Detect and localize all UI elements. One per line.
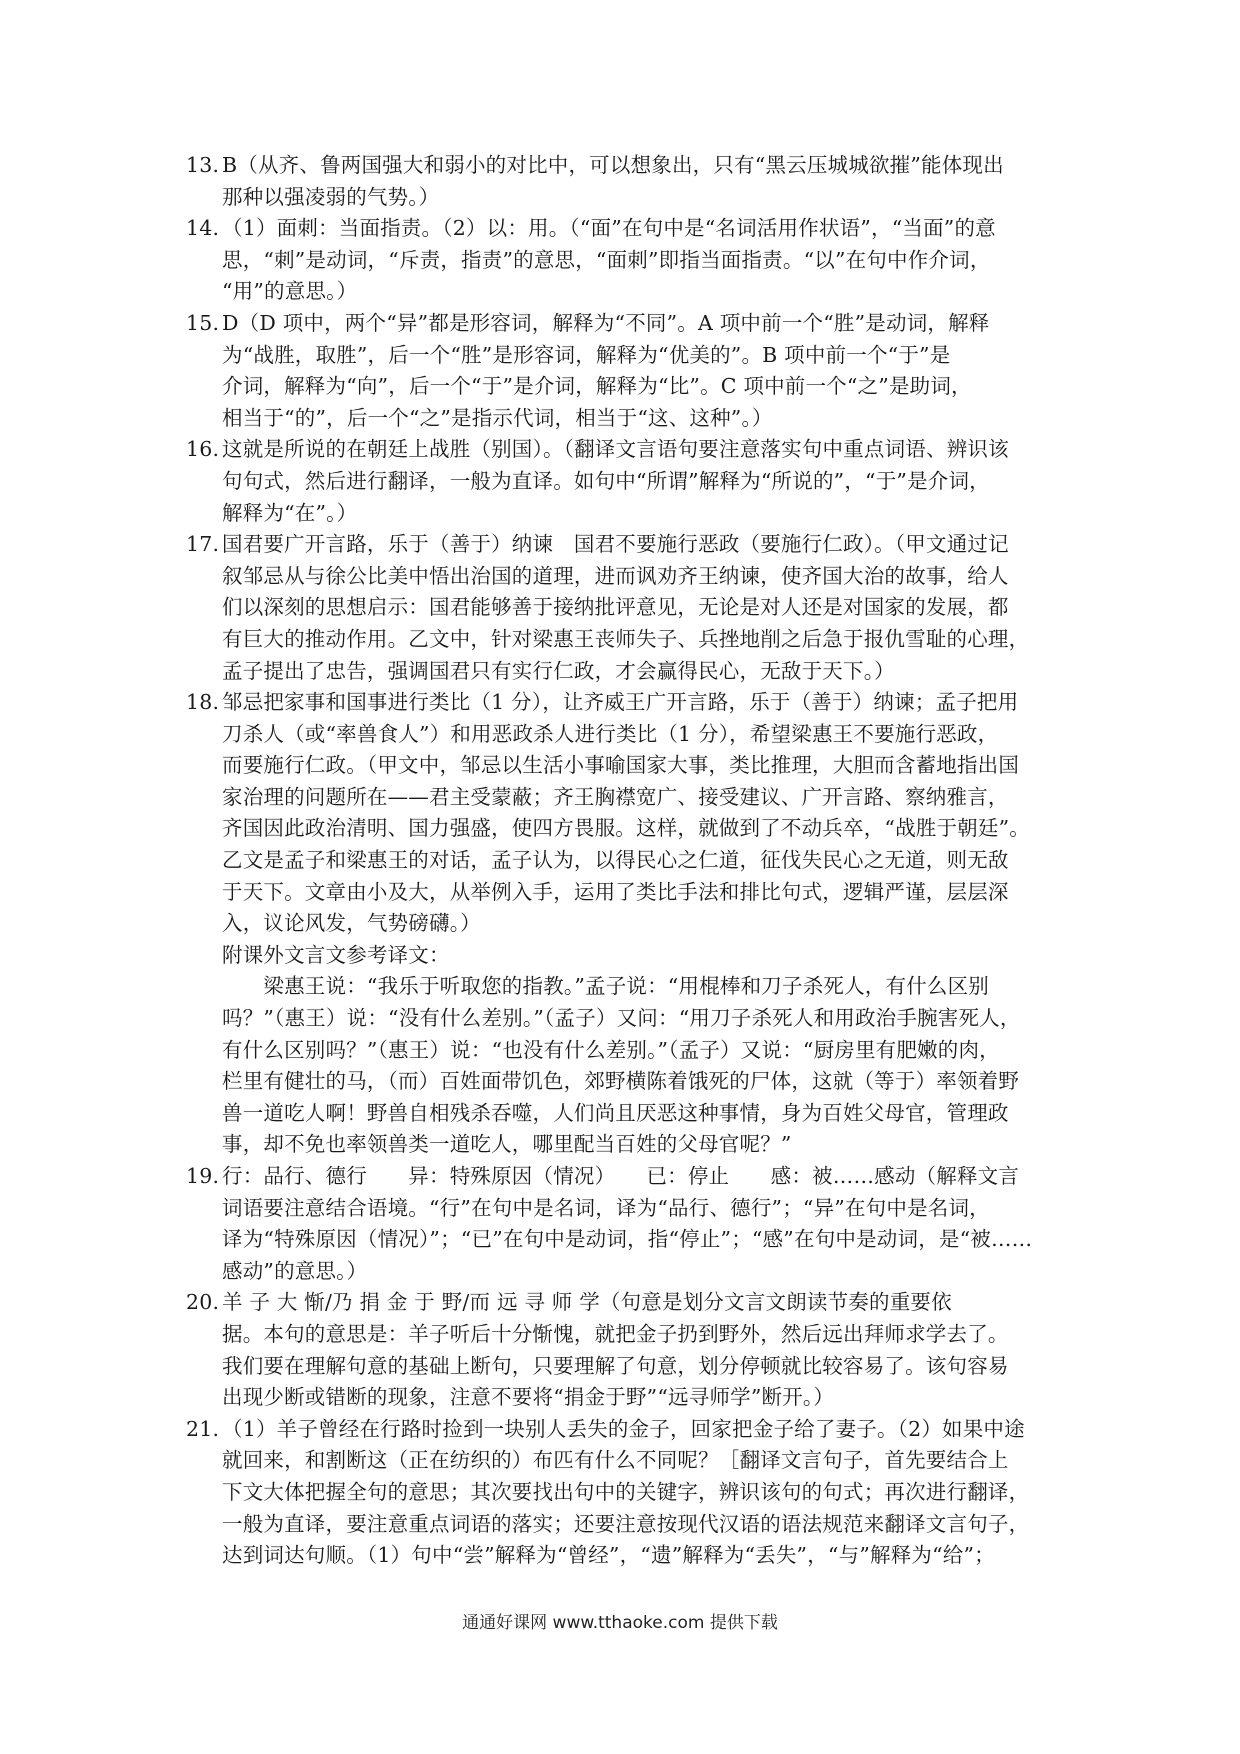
answer-number: 21. <box>186 1416 220 1441</box>
answer-line: 羊 子 大 惭/乃 捐 金 于 野/而 远 寻 师 学（句意是划分文言文朗读节奏的重要依 <box>222 1290 952 1315</box>
answer-item <box>186 687 1062 1161</box>
appendix-translation-line: 兽一道吃人啊！野兽自相残杀吞噬，人们尚且厌恶这种事情，身为百姓父母官，管理政 <box>222 1100 1009 1125</box>
answer-line: 刀杀人（或“率兽食人”）和用恶政杀人进行类比（1 分），希望梁惠王不要施行恶政， <box>222 721 999 746</box>
appendix-translation-line: 吗？”（惠王）说：“没有什么差别。”（孟子）又问：“用刀子杀死人和用政治手腕害死人， <box>222 1006 1021 1031</box>
answer-line: 行：品行、德行 异：特殊原因（情况） 已：停止 感：被……感动（解释文言 <box>222 1164 1020 1188</box>
answer-line: 达到词达句顺。（1）句中“尝”解释为“曾经”，“遗”解释为“丢失”，“与”解释为“给”； <box>222 1543 995 1568</box>
answer-line: 齐国因此政治清明、国力强盛，使四方畏服。这样，就做到了不动兵卒，“战胜于朝廷”。 <box>222 816 1030 841</box>
appendix-translation-line: 栏里有健壮的马，（而）百姓面带饥色，郊野横陈着饿死的尸体，这就（等于）率领着野 <box>222 1069 1020 1094</box>
answer-line: 这就是所说的在朝廷上战胜（别国）。（翻译文言语句要注意落实句中重点词语、辨识该 <box>222 437 1009 462</box>
appendix-translation-line: 梁惠王说：“我乐于听取您的指教。”孟子说：“用棍棒和刀子杀死人，有什么区别 <box>222 974 989 999</box>
answer-item <box>186 434 1062 529</box>
answer-line: 解释为“在”。） <box>222 500 358 525</box>
answer-number: 19. <box>186 1164 220 1188</box>
answer-line: 出现少断或错断的现象，注意不要将“捐金于野”“远寻师学”断开。） <box>222 1385 835 1410</box>
answer-line: 思，“刺”是动词，“斥责，指责”的意思，“面刺”即指当面指责。“以”在句中作介词， <box>222 247 991 272</box>
page-footer: 通通好课网 www.tthaoke.com 提供下载 <box>462 1613 778 1633</box>
answer-line: 句句式，然后进行翻译，一般为直译。如句中“所谓”解释为“所说的”，“于”是介词， <box>222 468 990 493</box>
answer-item <box>186 1414 1062 1572</box>
answer-key-body <box>186 150 1062 1572</box>
answer-number: 20. <box>186 1290 220 1315</box>
answer-line: 介词，解释为“向”，后一个“于”是介词，解释为“比”。C 项中前一个“之”是助词， <box>222 374 972 399</box>
answer-item <box>186 1287 1062 1413</box>
answer-line: 孟子提出了忠告，强调国君只有实行仁政，才会赢得民心，无敌于天下。） <box>222 658 895 683</box>
answer-number: 16. <box>186 437 220 462</box>
answer-line: 一般为直译，要注意重点词语的落实；还要注意按现代汉语的语法规范来翻译文言句子， <box>222 1511 1030 1536</box>
answer-line: （1）羊子曾经在行路时捡到一块别人丢失的金子，回家把金子给了妻子。（2）如果中途 <box>222 1416 1025 1441</box>
answer-line: 感动”的意思。） <box>222 1258 368 1283</box>
answer-line: 词语要注意结合语境。“行”在句中是名词，译为“品行、德行”；“异”在句中是名词， <box>222 1195 990 1220</box>
answer-line: 邹忌把家事和国事进行类比（1 分），让齐威王广开言路，乐于（善于）纳谏；孟子把用 <box>222 690 1019 715</box>
answer-line: B（从齐、鲁两国强大和弱小的对比中，可以想象出，只有“黑云压城城欲摧”能体现出 <box>222 153 1004 177</box>
answer-line: 我们要在理解句意的基础上断句，只要理解了句意，划分停顿就比较容易了。该句容易 <box>222 1353 1009 1378</box>
answer-line: 有巨大的推动作用。乙文中，针对梁惠王丧师失子、兵挫地削之后急于报仇雪耻的心理， <box>222 626 1030 651</box>
answer-number: 18. <box>186 690 220 715</box>
answer-item <box>186 213 1062 308</box>
answer-item <box>186 529 1062 687</box>
answer-line: 国君要广开言路，乐于（善于）纳谏 国君不要施行恶政（要施行仁政）。（甲文通过记 <box>222 532 1009 557</box>
answer-line: 就回来，和割断这（正在纺织的）布匹有什么不同呢？［翻译文言句子，首先要结合上 <box>222 1448 1009 1473</box>
answer-line: 乙文是孟子和梁惠王的对话，孟子认为，以得民心之仁道，征伐失民心之无道，则无敌 <box>222 848 1009 873</box>
answer-line: 入，议论风发，气势磅礴。） <box>222 911 481 936</box>
answer-line: 那种以强凌弱的气势。） <box>222 184 440 209</box>
answer-line: 相当于“的”，后一个“之”是指示代词，相当于“这、这种”。） <box>222 405 773 430</box>
answer-line: 叙邹忌从与徐公比美中悟出治国的道理，进而讽劝齐王纳谏，使齐国大治的故事，给人 <box>222 563 1009 588</box>
answer-number: 14. <box>186 216 220 241</box>
answer-line: 据。本句的意思是：羊子听后十分惭愧，就把金子扔到野外，然后远出拜师求学去了。 <box>222 1321 1009 1346</box>
appendix-translation-line: 有什么区别吗？”（惠王）说：“也没有什么差别。”（孟子）又说：“厨房里有肥嫩的肉， <box>222 1037 1000 1062</box>
answer-line: 译为“特殊原因（情况）”；“已”在句中是动词，指“停止”；“感”在句中是动词，是“被…… <box>222 1227 1033 1252</box>
appendix-heading: 附课外文言文参考译文： <box>222 942 450 967</box>
appendix-translation-line: 事，却不免也率领兽类一道吃人，哪里配当百姓的父母官呢？” <box>222 1132 792 1157</box>
answer-line: 为“战胜，取胜”，后一个“胜”是形容词，解释为“优美的”。B 项中前一个“于”是 <box>222 342 951 367</box>
answer-line: 而要施行仁政。（甲文中，邹忌以生活小事喻国家大事，类比推理，大胆而含蓄地指出国 <box>222 753 1020 778</box>
answer-line: 下文大体把握全句的意思；其次要找出句中的关键字，辨识该句的句式；再次进行翻译， <box>222 1479 1030 1504</box>
answer-item <box>186 1161 1062 1287</box>
answer-line: 们以深刻的思想启示：国君能够善于接纳批评意见，无论是对人还是对国家的发展，都 <box>222 595 1009 620</box>
answer-line: “用”的意思。） <box>222 279 358 304</box>
answer-number: 17. <box>186 532 220 557</box>
answer-line: （1）面刺：当面指责。（2）以：用。（“面”在句中是“名词活用作状语”，“当面”的意 <box>222 216 996 241</box>
answer-number: 13. <box>186 153 220 177</box>
answer-line: 家治理的问题所在——君主受蒙蔽；齐王胸襟宽广、接受建议、广开言路、察纳雅言， <box>222 784 1009 809</box>
answer-line: 于天下。文章由小及大，从举例入手，运用了类比手法和排比句式，逻辑严谨，层层深 <box>222 879 1009 904</box>
answer-item <box>186 150 1062 213</box>
answer-number: 15. <box>186 310 220 335</box>
answer-line: D（D 项中，两个“异”都是形容词，解释为“不同”。A 项中前一个“胜”是动词，解释 <box>222 310 990 335</box>
answer-item <box>186 308 1062 434</box>
